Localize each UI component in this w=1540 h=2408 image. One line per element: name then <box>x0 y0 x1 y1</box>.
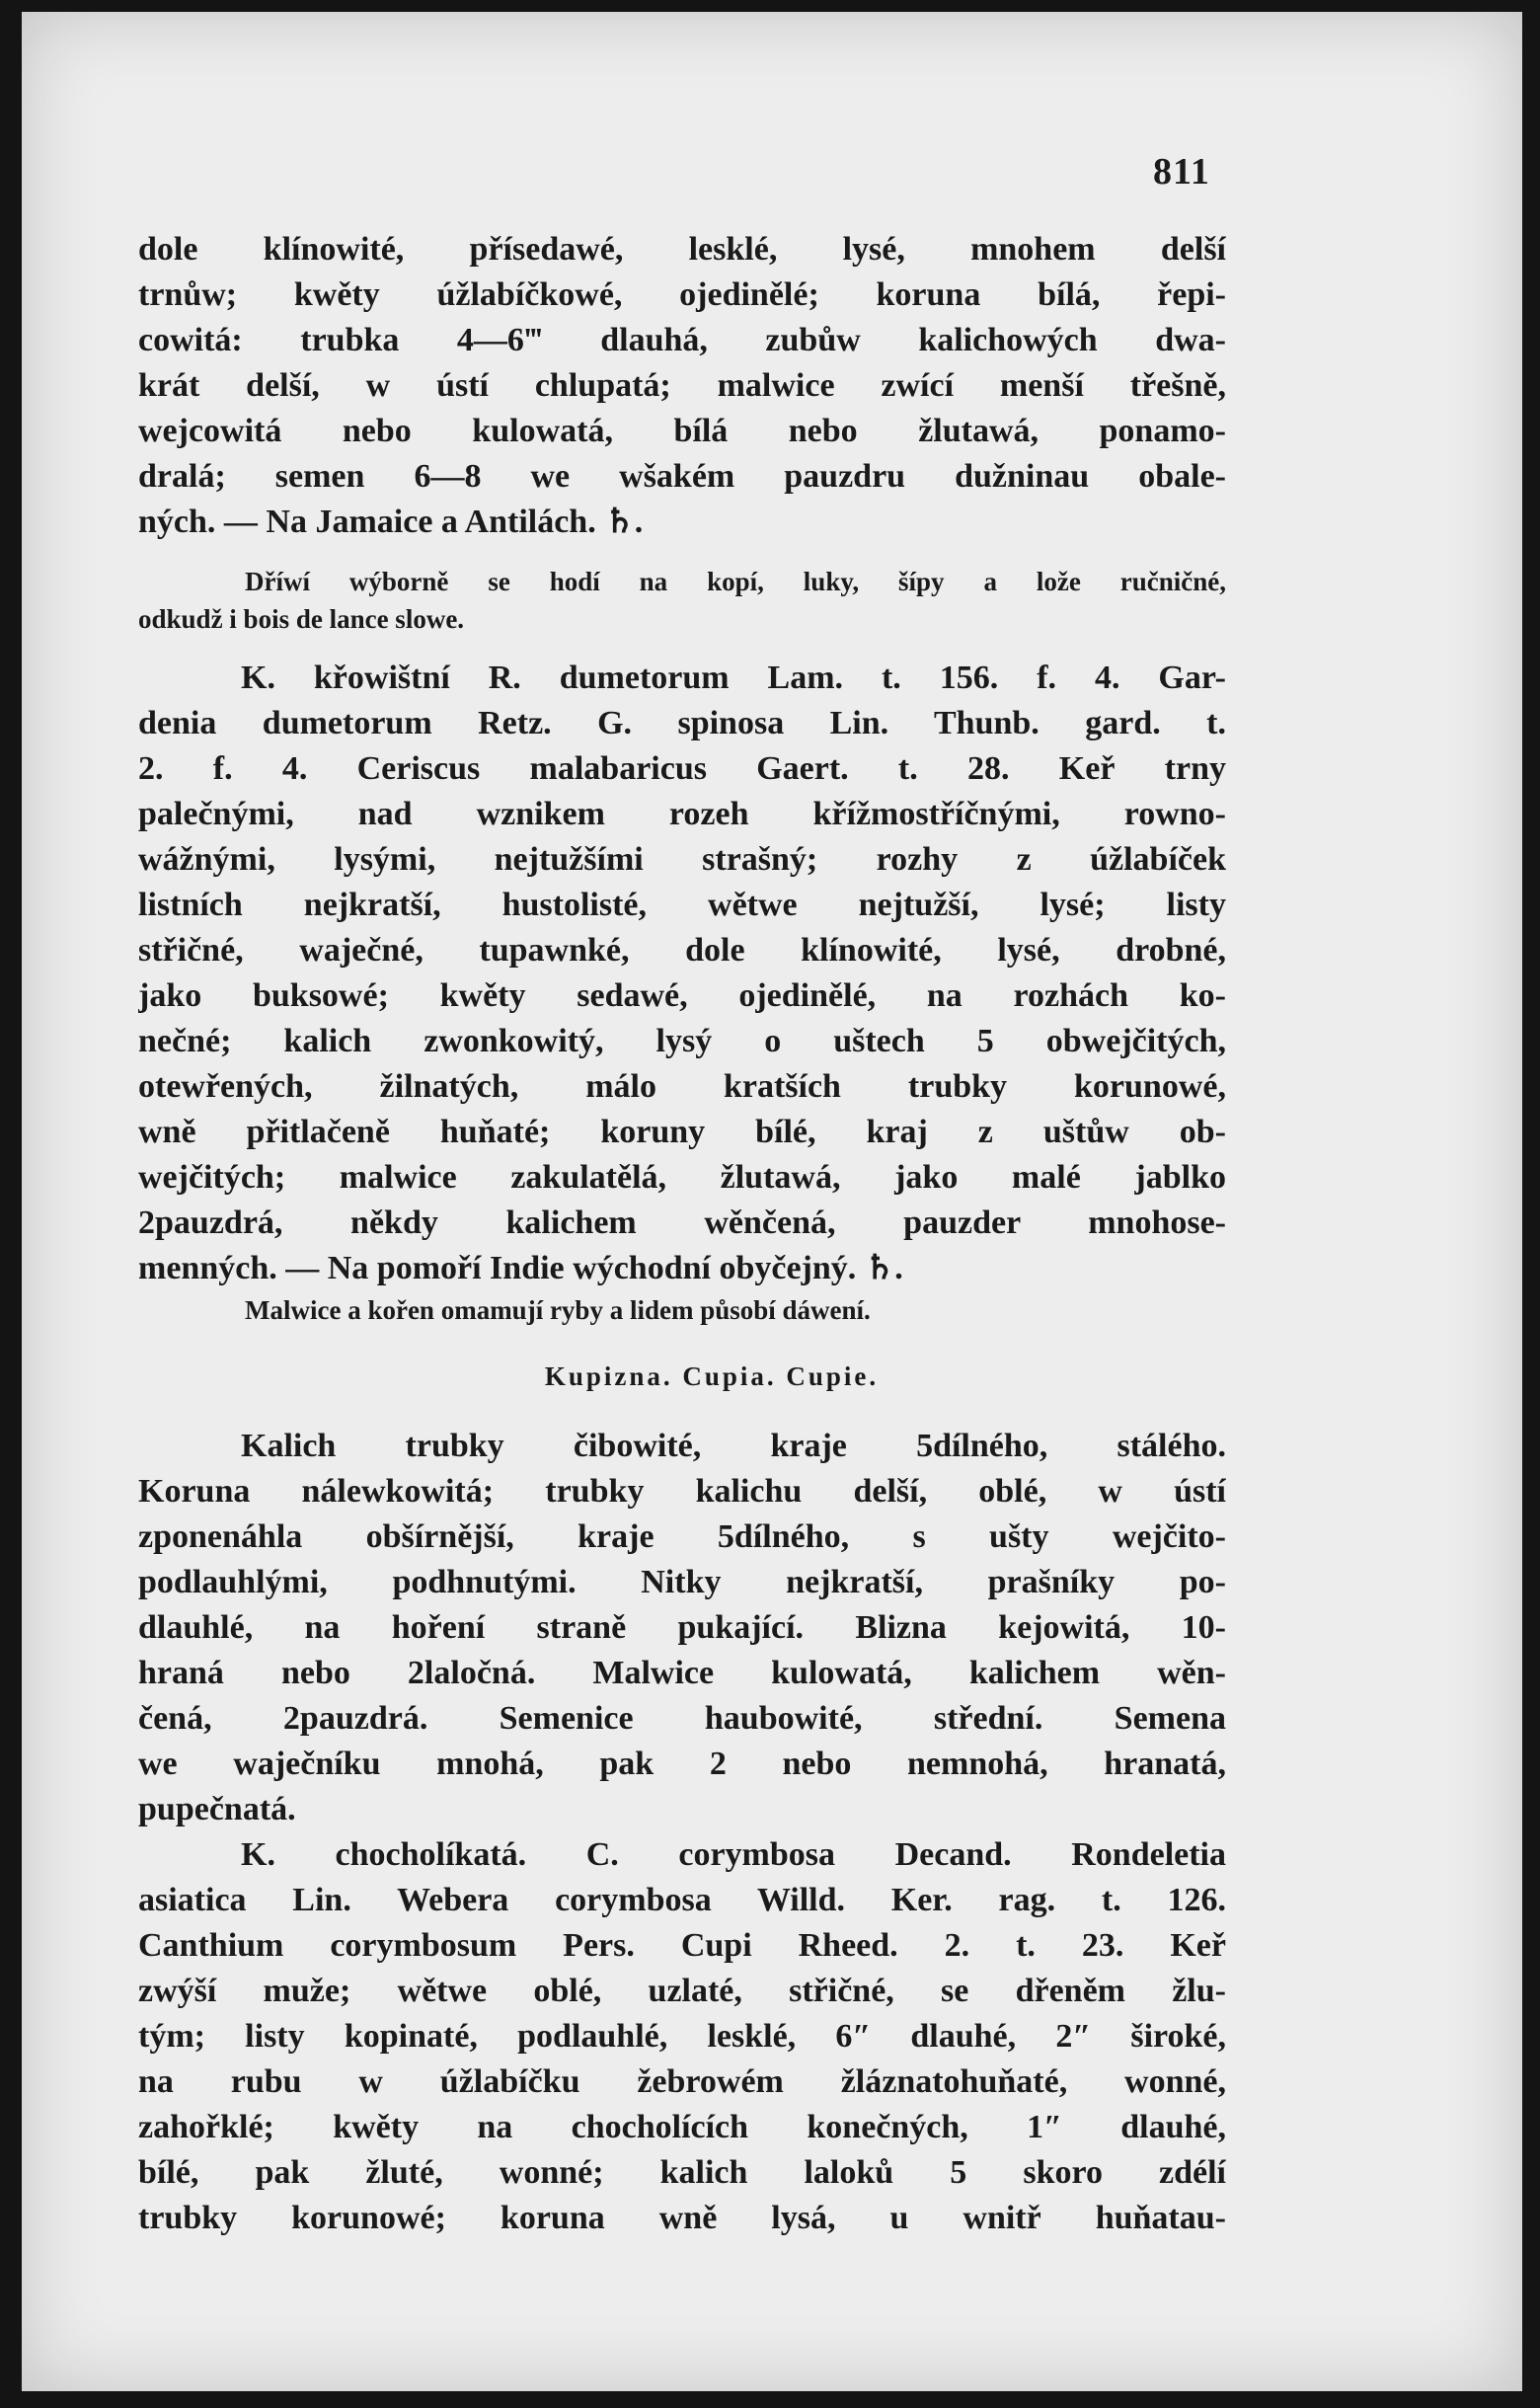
page-text <box>138 227 1226 2241</box>
text-line: trubky korunowé; koruna wně lysá, u wnitř huňatau- <box>138 2200 1226 2236</box>
text-line: Canthium corymbosum Pers. Cupi Rheed. 2. t. 23. Keř <box>138 1927 1226 1964</box>
note-line: Malwice a kořen omamují ryby a lidem působí dáwení. <box>245 1295 871 1325</box>
note-line: odkudž i bois de lance slowe. <box>138 604 465 634</box>
text-line: zponenáhla obšírnější, kraje 5dílného, s ušty wejčito- <box>138 1518 1226 1555</box>
text-line: ných. — Na Jamaice a Antilách. ♄. <box>138 504 644 540</box>
text-line: listních nejkratší, hustolisté, wětwe nejtužší, lysé; listy <box>138 887 1226 923</box>
text-line: krát delší, w ústí chlupatá; malwice zwící menší třešně, <box>138 367 1226 404</box>
text-line: denia dumetorum Retz. G. spinosa Lin. Thunb. gard. t. <box>138 705 1226 741</box>
text-line: dlauhlé, na hoření straně pukající. Blizna kejowitá, 10- <box>138 1609 1226 1646</box>
text-line: bílé, pak žluté, wonné; kalich laloků 5 skoro zdélí <box>138 2154 1226 2191</box>
text-line: čená, 2pauzdrá. Semenice haubowité, střední. Semena <box>138 1700 1226 1737</box>
text-line: podlauhlými, podhnutými. Nitky nejkratší, prašníky po- <box>138 1564 1226 1600</box>
text-line: K. křowištní R. dumetorum Lam. t. 156. f. 4. Gar- <box>241 660 1226 696</box>
text-line: Kalich trubky čibowité, kraje 5dílného, stálého. <box>241 1428 1226 1464</box>
genus-heading: Kupizna. Cupia. Cupie. <box>544 1361 880 1391</box>
text-line: asiatica Lin. Webera corymbosa Willd. Ker. rag. t. 126. <box>138 1882 1226 1918</box>
text-line: dole klínowité, přísedawé, lesklé, lysé, mnohem delší <box>138 231 1226 268</box>
text-line: wejčitých; malwice zakulatělá, žlutawá, jako malé jablko <box>138 1159 1226 1196</box>
paragraph-4 <box>138 1832 1226 2241</box>
text-line: trnůw; kwěty úžlabíčkowé, ojedinělé; koruna bílá, řepi- <box>138 276 1226 313</box>
page-number: 811 <box>1153 151 1210 193</box>
text-line: otewřených, žilnatých, málo kratších trubky korunowé, <box>138 1068 1226 1105</box>
text-line: 2pauzdrá, někdy kalichem wěnčená, pauzder mnohose- <box>138 1204 1226 1241</box>
note-2 <box>138 1291 1226 1329</box>
text-line: zahořklé; kwěty na chocholících konečných, 1″ dlauhé, <box>138 2109 1226 2145</box>
note-line: Dříwí wýborně se hodí na kopí, luky, šípy a lože ručničné, <box>245 567 1226 596</box>
text-line: na rubu w úžlabíčku žebrowém žláznatohuňaté, wonné, <box>138 2063 1226 2100</box>
paragraph-2 <box>138 656 1226 1291</box>
text-line: wážnými, lysými, nejtužšími strašný; rozhy z úžlabíček <box>138 841 1226 878</box>
text-line: K. chocholíkatá. C. corymbosa Decand. Rondeletia <box>241 1836 1226 1873</box>
text-line: palečnými, nad wznikem rozeh křížmostříčnými, rowno- <box>138 796 1226 832</box>
text-line: wně přitlačeně huňaté; koruny bílé, kraj z uštůw ob- <box>138 1114 1226 1150</box>
text-line: menných. — Na pomoří Indie wýchodní obyčejný. ♄. <box>138 1250 903 1286</box>
text-line: zwýší muže; wětwe oblé, uzlaté, střičné, se dřeněm žlu- <box>138 1973 1226 2009</box>
text-line: tým; listy kopinaté, podlauhlé, lesklé, 6″ dlauhé, 2″ široké, <box>138 2018 1226 2055</box>
book-page <box>22 12 1522 2391</box>
text-line: Koruna nálewkowitá; trubky kalichu delší, oblé, w ústí <box>138 1473 1226 1510</box>
paragraph-3 <box>138 1424 1226 1832</box>
text-line: nečné; kalich zwonkowitý, lysý o uštech 5 obwejčitých, <box>138 1023 1226 1059</box>
text-line: střičné, waječné, tupawnké, dole klínowité, lysé, drobné, <box>138 932 1226 969</box>
text-line: dralá; semen 6—8 we wšakém pauzdru dužninau obale- <box>138 458 1226 495</box>
text-line: wejcowitá nebo kulowatá, bílá nebo žlutawá, ponamo- <box>138 413 1226 449</box>
text-line: pupečnatá. <box>138 1791 296 1827</box>
text-line: hraná nebo 2laločná. Malwice kulowatá, kalichem wěn- <box>138 1655 1226 1691</box>
text-line: 2. f. 4. Ceriscus malabaricus Gaert. t. 28. Keř trny <box>138 750 1226 787</box>
paragraph-1 <box>138 227 1226 545</box>
text-line: we waječníku mnohá, pak 2 nebo nemnohá, hranatá, <box>138 1746 1226 1782</box>
text-line: cowitá: trubka 4—6‴ dlauhá, zubůw kalichowých dwa- <box>138 322 1226 358</box>
note-1 <box>138 563 1226 638</box>
text-line: jako buksowé; kwěty sedawé, ojedinělé, na rozhách ko- <box>138 977 1226 1014</box>
